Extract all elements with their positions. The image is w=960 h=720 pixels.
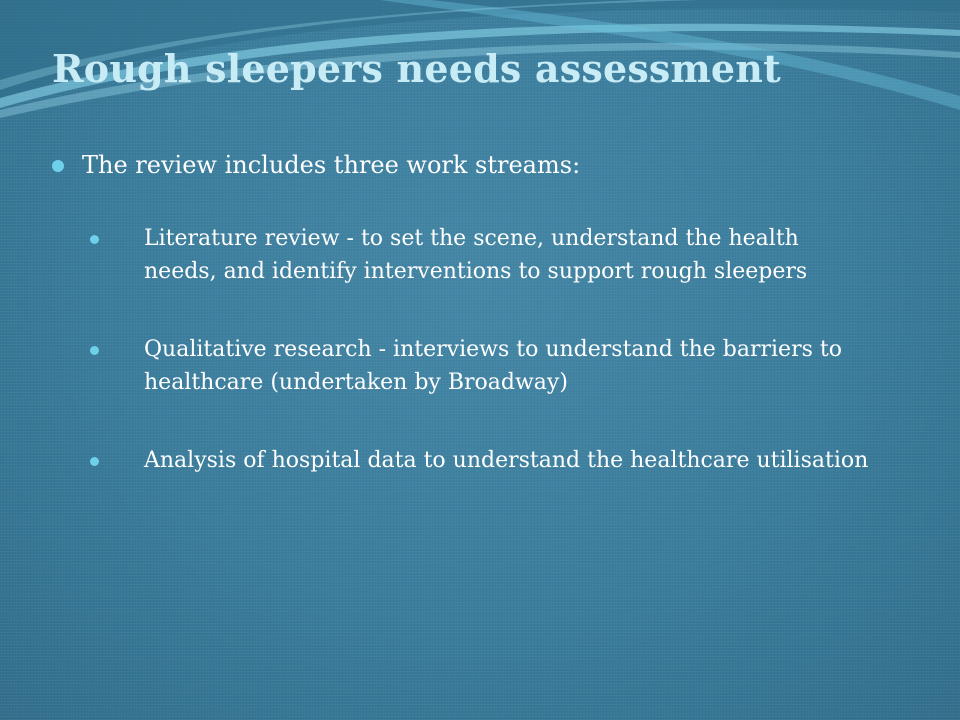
main-bullet-text: The review includes three work streams: [82,151,581,179]
work-stream-item [52,222,932,288]
work-stream-text: Literature review - to set the scene, understand the health needs, and identify interventions to support rough sleepers [144,226,808,284]
bullet-dot-icon [52,160,64,172]
work-stream-item [52,444,932,477]
work-stream-text: Qualitative research - interviews to understand the barriers to healthcare (undertaken by Broadway) [144,337,842,395]
slide-content [52,146,932,522]
slide-title: Rough sleepers needs assessment [52,46,781,91]
bullet-dot-icon [90,235,99,244]
work-stream-text: Analysis of hospital data to understand the healthcare utilisation [144,448,869,473]
work-stream-item [52,333,932,399]
bullet-dot-icon [90,346,99,355]
work-streams-list [52,222,932,477]
main-bullet-item [52,146,932,184]
bullet-dot-icon [90,457,99,466]
